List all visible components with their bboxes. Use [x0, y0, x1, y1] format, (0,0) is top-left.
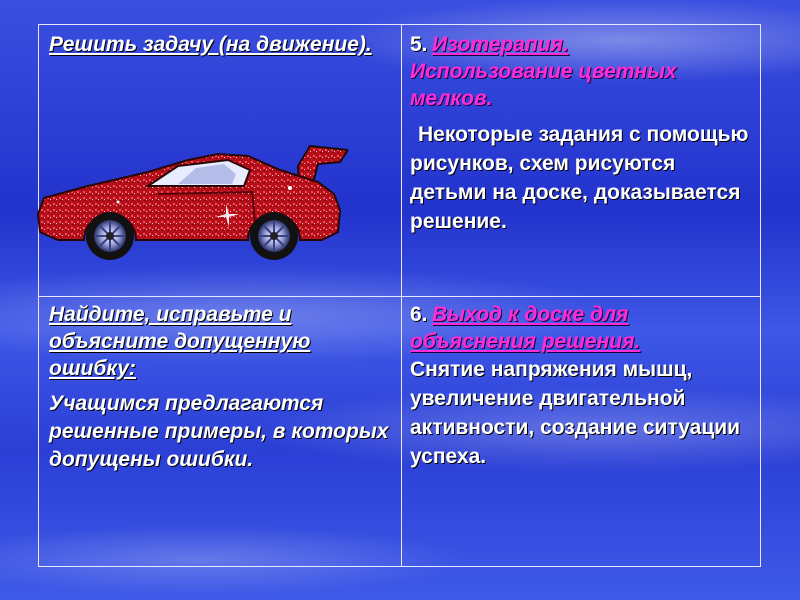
cell-find-error [39, 297, 401, 567]
cell-2-title-line1: Изотерапия. [431, 33, 569, 56]
sports-car-icon [28, 136, 348, 260]
cell-1-title: Решить задачу (на движение). [49, 33, 372, 56]
cell-3-title: Найдите, исправьте и объясните допущенную ошибку: [49, 303, 311, 380]
content-table [38, 24, 761, 567]
cell-2-text: Некоторые задания с помощью рисунков, схем рисуются детьми на доске, доказывается решение. [410, 123, 749, 233]
cell-isotherapy [402, 25, 762, 296]
cell-3-text: Учащимся предлагаются решенные примеры, в которых допущены ошибки. [49, 392, 389, 471]
cell-board-explain [402, 297, 762, 567]
cell-2-title-line2: Использование цветных мелков. [410, 60, 677, 110]
cell-4-number: 6. [410, 303, 428, 326]
cell-2-number: 5. [410, 33, 428, 56]
cell-4-title: Выход к доске для объяснения решения. [410, 303, 641, 353]
cell-4-text: Снятие напряжения мышц, увеличение двигательной активности, создание ситуации успеха. [410, 358, 741, 468]
